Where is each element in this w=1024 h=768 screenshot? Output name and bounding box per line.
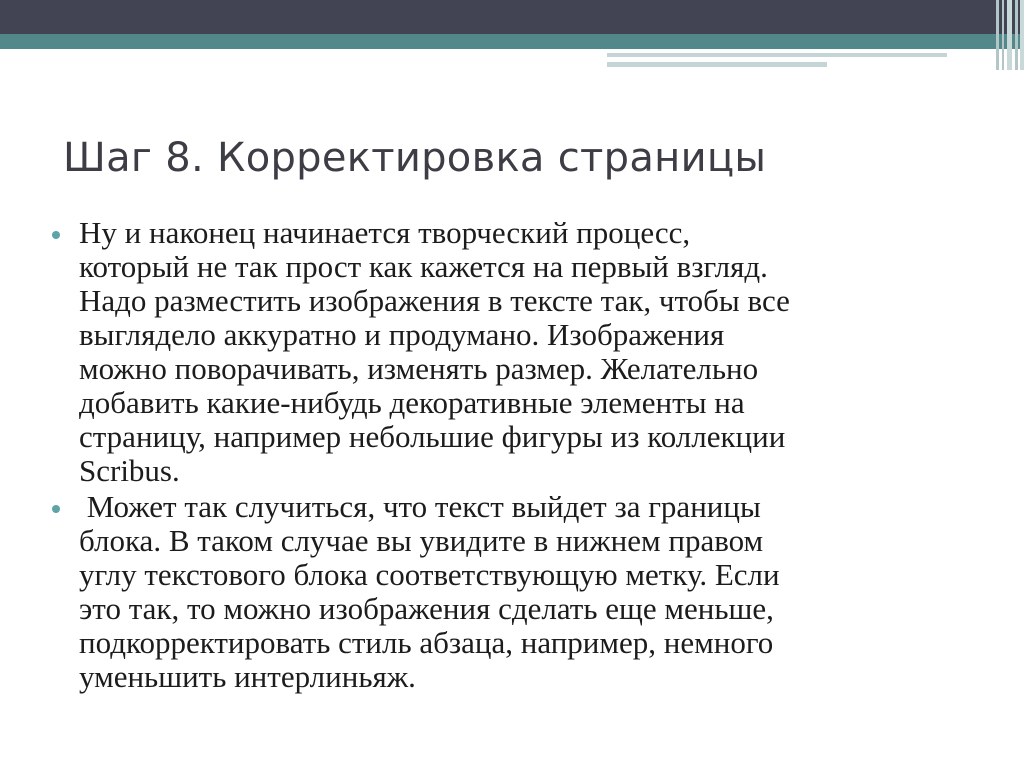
decorative-bar [1015,0,1018,70]
text-line: выглядело аккуратно и продумано. Изображения [79,317,725,352]
bullet-dot-icon [52,231,60,239]
bullet-item [52,216,972,488]
header-accent-band [0,34,1024,49]
text-line: страницу, например небольшие фигуры из коллекции [79,419,786,454]
text-line: уменьшить интерлиньяж. [79,659,416,694]
text-line: углу текстового блока соответствующую метку. Если [79,557,780,592]
text-line: Scribus. [79,453,180,488]
text-line: блока. В таком случае вы увидите в нижнем правом [79,523,764,558]
header-band [0,0,1024,34]
bullet-text [79,490,972,694]
text-line: Надо разместить изображения в тексте так, чтобы все [79,283,790,318]
text-line: который не так прост как кажется на первый взгляд. [79,249,768,284]
text-line: добавить какие-нибудь декоративные элементы на [79,385,745,420]
decorative-bar [1007,0,1012,70]
slide-title: Шаг 8. Корректировка страницы [63,135,767,181]
text-line: Ну и наконец начинается творческий процесс, [79,215,691,250]
bullet-text [79,216,972,488]
text-line: подкорректировать стиль абзаца, например, немного [79,625,774,660]
decorative-bar [996,0,999,70]
text-line: можно поворачивать, изменять размер. Желательно [79,351,759,386]
decorative-bar [1002,0,1004,70]
text-line: это так, то можно изображения сделать еще меньше, [79,591,774,626]
bullet-list [52,216,972,696]
decorative-bar [1020,0,1024,70]
bullet-dot-icon [52,505,60,513]
bullet-item [52,490,972,694]
decorative-line [607,53,947,57]
text-line: Может так случиться, что текст выйдет за границы [79,489,761,524]
decorative-line [607,62,827,67]
